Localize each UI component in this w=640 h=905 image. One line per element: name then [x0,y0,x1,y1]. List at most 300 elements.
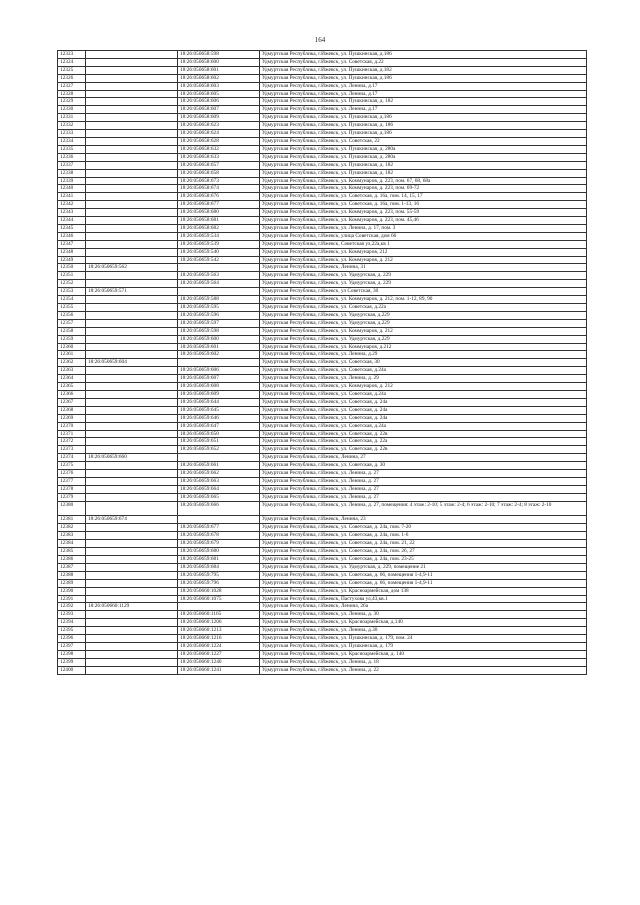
table-row [58,383,587,391]
row-number-cell: 12355 [58,304,86,312]
cadastral-number-cell: 18:26:050659:679 [178,540,260,548]
table-row [58,98,587,106]
address-cell: Удмуртская Республика, г.Ижевск, ул. Советская, д. 24а, пом. 23-25 [260,555,587,563]
cadastral-number-cell [178,516,260,524]
cadastral-number-cell: 18:26:050658:632 [178,145,260,153]
cadastral-number-cell: 18:26:050658:600 [178,58,260,66]
address-cell: Удмуртская Республика, г.Ижевск, ул. Коммунаров, д. 212 [260,383,587,391]
address-cell: Удмуртская Республика, г.Ижевск, ул. Ленина, д.17 [260,106,587,114]
row-number-cell: 12371 [58,430,86,438]
table-row [58,603,587,611]
table-row [58,169,587,177]
row-number-cell: 12334 [58,137,86,145]
row-number-cell: 12382 [58,524,86,532]
address-cell: Удмуртская Республика, г.Ижевск, ул. Коммунаров, д. 223, пом. 69-72 [260,185,587,193]
address-cell: Удмуртская Республика, г.Ижевск, ул. Пушкинская, д. 280а [260,153,587,161]
address-cell: Удмуртская Республика, г.Ижевск, ул. Советская, 22 [260,137,587,145]
address-cell: Удмуртская Республика, г.Ижевск, ул. Коммунаров, д.212 [260,343,587,351]
row-number-cell: 12381 [58,516,86,524]
address-cell: Удмуртская Республика, г.Ижевск, ул. Ленина, д.17 [260,82,587,90]
cadastral-number-cell: 18:26:050659:681 [178,555,260,563]
cadastral-number-cell: 18:26:050658:680 [178,209,260,217]
row-number-cell: 12333 [58,130,86,138]
table-row [58,501,587,516]
address-cell: Удмуртская Республика, г.Ижевск, ул. Пушкинская, д. 179 [260,642,587,650]
cadastral-number-cell: 18:26:050659:795 [178,571,260,579]
table-row [58,422,587,430]
row-number-cell: 12363 [58,367,86,375]
cadastral-number-cell: 18:26:050658:624 [178,130,260,138]
address-cell: Удмуртская Республика, г.Ижевск, ул. Ленина, д. 29 [260,375,587,383]
cadastral-quarter-cell [86,383,178,391]
row-number-cell: 12354 [58,296,86,304]
cadastral-number-cell: 18:26:050660:1227 [178,650,260,658]
cadastral-quarter-cell [86,524,178,532]
table-row [58,66,587,74]
table-row [58,446,587,454]
row-number-cell: 12329 [58,98,86,106]
table-row [58,390,587,398]
cadastral-number-cell: 18:26:050659:609 [178,390,260,398]
cadastral-number-cell [178,603,260,611]
address-cell: Удмуртская Республика, г.Ижевск, ул. Пушкинская, д.182 [260,66,587,74]
table-row [58,414,587,422]
cadastral-quarter-cell [86,563,178,571]
address-cell: Удмуртская Республика, г.Ижевск, ул. Советская, д. 24а [260,406,587,414]
row-number-cell: 12337 [58,161,86,169]
table-row [58,406,587,414]
cadastral-quarter-cell [86,532,178,540]
cadastral-number-cell: 18:26:050660:1075 [178,595,260,603]
cadastral-quarter-cell: 18:26:050659:660 [86,454,178,462]
cadastral-number-cell: 18:26:050659:678 [178,532,260,540]
cadastral-number-cell: 18:26:050658:602 [178,74,260,82]
row-number-cell: 12346 [58,232,86,240]
row-number-cell: 12386 [58,555,86,563]
table-row [58,627,587,635]
row-number-cell: 12377 [58,477,86,485]
table-row [58,311,587,319]
cadastral-quarter-cell [86,248,178,256]
cadastral-quarter-cell [86,540,178,548]
cadastral-number-cell: 18:26:050660:1224 [178,642,260,650]
row-number-cell: 12385 [58,548,86,556]
address-cell: Удмуртская Республика, г.Ижевск, ул. Удмуртская, д. 229 [260,272,587,280]
row-number-cell: 12340 [58,185,86,193]
address-cell: Удмуртская Республика, г.Ижевск, ул. Пушкинская, д. 280а [260,145,587,153]
row-number-cell: 12369 [58,414,86,422]
address-cell: Удмуртская Республика, г.Ижевск, ул. Пушкинская, д. 182 [260,98,587,106]
table-row [58,145,587,153]
address-cell: Удмуртская Республика, г.Ижевск, ул. Советская, д. 24а, пом. 1-6 [260,532,587,540]
address-cell: Удмуртская Республика, г.Ижевск, Ленина, 27 [260,454,587,462]
row-number-cell: 12387 [58,563,86,571]
cadastral-number-cell: 18:26:050659:652 [178,446,260,454]
cadastral-number-cell: 18:26:050660:1165 [178,611,260,619]
row-number-cell: 12392 [58,603,86,611]
address-cell: Удмуртская Республика, г.Ижевск, ул. Удмуртская, д. 229, помещение 21 [260,563,587,571]
address-cell: Удмуртская Республика, г.Ижевск, ул. Ленина, д. 27 [260,477,587,485]
cadastral-number-cell: 18:26:050659:563 [178,272,260,280]
cadastral-quarter-cell [86,319,178,327]
address-cell: Удмуртская Республика, г.Ижевск, ул. Ленина, д. 18 [260,658,587,666]
cadastral-number-cell: 18:26:050659:595 [178,304,260,312]
row-number-cell: 12351 [58,272,86,280]
row-number-cell: 12331 [58,114,86,122]
address-cell: Удмуртская Республика, г.Ижевск, ул. Ленина, д.29 [260,351,587,359]
cadastral-quarter-cell [86,130,178,138]
address-cell: Удмуртская Республика, г.Ижевск, ул. Пушкинская, д.186 [260,114,587,122]
cadastral-quarter-cell [86,555,178,563]
cadastral-number-cell: 18:26:050660:1206 [178,619,260,627]
cadastral-quarter-cell [86,51,178,59]
address-cell: Удмуртская Республика, г.Ижевск, ул. Удмуртская, д.229 [260,335,587,343]
row-number-cell: 12345 [58,224,86,232]
row-number-cell: 12325 [58,66,86,74]
cadastral-number-cell: 18:26:050659:539 [178,240,260,248]
cadastral-quarter-cell [86,304,178,312]
table-row [58,579,587,587]
address-cell: Удмуртская Республика, г.Ижевск, ул. Пушкинская, д.186 [260,130,587,138]
address-cell: Удмуртская Республика, г.Ижевск, ул. Удмуртская, д.229 [260,319,587,327]
address-cell: Удмуртская Республика, г.Ижевск, ул. Ленина, д. 30 [260,611,587,619]
address-cell: Удмуртская Республика, г.Ижевск, ул. Советская, д. 22а [260,438,587,446]
cadastral-number-cell: 18:26:050658:658 [178,169,260,177]
row-number-cell: 12376 [58,470,86,478]
cadastral-number-cell: 18:26:050658:657 [178,161,260,169]
cadastral-quarter-cell: 18:26:050659:562 [86,264,178,272]
row-number-cell: 12357 [58,319,86,327]
row-number-cell: 12332 [58,122,86,130]
table-row [58,595,587,603]
row-number-cell: 12397 [58,642,86,650]
cadastral-number-cell: 18:26:050659:644 [178,398,260,406]
cadastral-number-cell: 18:26:050658:603 [178,82,260,90]
cadastral-quarter-cell [86,422,178,430]
table-row [58,264,587,272]
cadastral-number-cell: 18:26:050658:628 [178,137,260,145]
table-row [58,658,587,666]
row-number-cell: 12383 [58,532,86,540]
cadastral-quarter-cell: 18:26:050659:674 [86,516,178,524]
table-row [58,327,587,335]
table-row [58,288,587,296]
row-number-cell: 12375 [58,462,86,470]
table-row [58,516,587,524]
row-number-cell: 12339 [58,177,86,185]
address-cell: Удмуртская Республика, г.Ижевск, ул. Советская, 30 [260,359,587,367]
row-number-cell: 12350 [58,264,86,272]
address-cell: Удмуртская Республика, г.Ижевск, ул. Красноармейская, д.140 [260,619,587,627]
address-cell: Удмуртская Республика, г.Ижевск, ул. Советская, д.24а [260,367,587,375]
cadastral-quarter-cell: 18:26:050660:1129 [86,603,178,611]
cadastral-quarter-cell: 18:26:050659:604 [86,359,178,367]
address-cell: Удмуртская Республика, г.Ижевск, ул. Советская, д. 30 [260,462,587,470]
table-row [58,532,587,540]
cadastral-quarter-cell [86,193,178,201]
row-number-cell: 12362 [58,359,86,367]
table-row [58,540,587,548]
table-row [58,304,587,312]
table-row [58,470,587,478]
cadastral-quarter-cell [86,169,178,177]
address-cell: Удмуртская Республика, г.Ижевск, ул. Коммунаров, д. 223, пом. 55-59 [260,209,587,217]
row-number-cell: 12342 [58,201,86,209]
address-cell: Удмуртская Республика, г.Ижевск, ул. Коммунаров, д. 223, пом. 67, 68, 68а [260,177,587,185]
cadastral-quarter-cell [86,595,178,603]
address-cell: Удмуртская Республика, г.Ижевск, Ленина, 31 [260,264,587,272]
table-row [58,485,587,493]
cadastral-number-cell: 18:26:050658:673 [178,177,260,185]
row-number-cell: 12330 [58,106,86,114]
address-cell: Удмуртская Республика, г.Ижевск, ул. Ленина, д. 27, помещения: 4 этаж: 2-10; 5 этаж: 2-4; 6 этаж: 2-10; 7 этаж: 2-4; 8 этаж: 2-10 [260,501,587,516]
address-cell: Удмуртская Республика, г.Ижевск, ул. Коммунаров, д. 223, пом. 45,46 [260,217,587,225]
cadastral-number-cell: 18:26:050659:661 [178,462,260,470]
table-row [58,571,587,579]
cadastral-quarter-cell [86,122,178,130]
cadastral-number-cell: 18:26:050659:601 [178,343,260,351]
address-cell: Удмуртская Республика, г.Ижевск, ул. Пушкинская, д. 182 [260,161,587,169]
cadastral-number-cell: 18:26:050659:602 [178,351,260,359]
cadastral-quarter-cell [86,145,178,153]
table-row [58,555,587,563]
address-cell: Удмуртская Республика, г.Ижевск, ул. Пушкинская, д. 186 [260,122,587,130]
table-row [58,51,587,59]
row-number-cell: 12389 [58,579,86,587]
cadastral-quarter-cell [86,296,178,304]
cadastral-quarter-cell [86,272,178,280]
cadastral-number-cell [178,288,260,296]
row-number-cell: 12388 [58,571,86,579]
row-number-cell: 12390 [58,587,86,595]
row-number-cell: 12373 [58,446,86,454]
table-row [58,209,587,217]
address-cell: Удмуртская Республика, г.Ижевск, ул. Ленина, д. 27 [260,470,587,478]
table-row [58,201,587,209]
table-row [58,398,587,406]
cadastral-number-cell: 18:26:050659:684 [178,563,260,571]
cadastral-quarter-cell [86,209,178,217]
table-row [58,193,587,201]
table-row [58,587,587,595]
address-cell: Удмуртская Республика, г.Ижевск, Пастухова ул,43,кв.1 [260,595,587,603]
table-row [58,563,587,571]
row-number-cell: 12348 [58,248,86,256]
address-cell: Удмуртская Республика, г.Ижевск, ул. Советская, д. 66, помещения 1-4,9-11 [260,571,587,579]
cadastral-quarter-cell [86,367,178,375]
cadastral-quarter-cell [86,351,178,359]
cadastral-quarter-cell [86,74,178,82]
row-number-cell: 12338 [58,169,86,177]
cadastral-quarter-cell [86,390,178,398]
address-cell: Удмуртская Республика, г.Ижевск, Ленина, 26а [260,603,587,611]
cadastral-quarter-cell [86,619,178,627]
cadastral-quarter-cell [86,414,178,422]
address-cell: Удмуртская Республика, г.Ижевск, Советская ул,22а,кв 1 [260,240,587,248]
row-number-cell: 12378 [58,485,86,493]
row-number-cell: 12352 [58,280,86,288]
address-cell: Удмуртская Республика, г.Ижевск, ул. Удмуртская, д.229 [260,311,587,319]
cadastral-quarter-cell [86,501,178,516]
cadastral-quarter-cell [86,548,178,556]
row-number-cell: 12367 [58,398,86,406]
cadastral-number-cell: 18:26:050659:597 [178,319,260,327]
address-cell: Удмуртская Республика, г.Ижевск, ул. Ленина, д. 22 [260,666,587,674]
table-row [58,666,587,674]
row-number-cell: 12393 [58,611,86,619]
address-cell: Удмуртская Республика, г.Ижевск, ул. Советская, д. 24а, пом. 7-20 [260,524,587,532]
cadastral-number-cell [178,359,260,367]
address-cell: Удмуртская Республика, г.Ижевск, ул. Советская, д. 16а, пом. 1-13, 16 [260,201,587,209]
cadastral-number-cell: 18:26:050658:605 [178,90,260,98]
cadastral-quarter-cell [86,462,178,470]
table-row [58,438,587,446]
cadastral-number-cell: 18:26:050659:600 [178,335,260,343]
cadastral-number-cell: 18:26:050660:1240 [178,658,260,666]
row-number-cell: 12344 [58,217,86,225]
cadastral-quarter-cell [86,82,178,90]
row-number-cell: 12368 [58,406,86,414]
address-cell: Удмуртская Республика, г.Ижевск, ул. Советская, д.24а [260,422,587,430]
registry-rows [58,51,587,675]
table-row [58,319,587,327]
cadastral-quarter-cell [86,217,178,225]
cadastral-quarter-cell [86,406,178,414]
address-cell: Удмуртская Республика, г.Ижевск, ул. Пушкинская, д.186 [260,51,587,59]
cadastral-number-cell [178,454,260,462]
table-row [58,524,587,532]
table-row [58,375,587,383]
table-row [58,106,587,114]
table-row [58,177,587,185]
cadastral-quarter-cell [86,327,178,335]
address-cell: Удмуртская Республика, г.Ижевск, ул. Советская, д. 24а, пом. 26, 27 [260,548,587,556]
cadastral-quarter-cell [86,335,178,343]
row-number-cell: 12396 [58,635,86,643]
cadastral-number-cell: 18:26:050658:601 [178,66,260,74]
row-number-cell: 12353 [58,288,86,296]
cadastral-number-cell: 18:26:050659:540 [178,248,260,256]
table-row [58,462,587,470]
cadastral-quarter-cell [86,611,178,619]
row-number-cell: 12336 [58,153,86,161]
cadastral-quarter-cell [86,642,178,650]
table-row [58,619,587,627]
table-row [58,430,587,438]
address-cell: Удмуртская Республика, г.Ижевск, ул. Советская, д. 16а, пом. 14, 15, 17 [260,193,587,201]
table-row [58,343,587,351]
row-number-cell: 12359 [58,335,86,343]
cadastral-quarter-cell [86,375,178,383]
cadastral-number-cell: 18:26:050658:609 [178,114,260,122]
address-cell: Удмуртская Республика, г.Ижевск, ул. Коммунаров, д. 212 [260,327,587,335]
cadastral-number-cell: 18:26:050659:665 [178,493,260,501]
cadastral-quarter-cell [86,224,178,232]
row-number-cell: 12384 [58,540,86,548]
cadastral-number-cell: 18:26:050659:663 [178,477,260,485]
cadastral-number-cell: 18:26:050659:650 [178,430,260,438]
table-row [58,82,587,90]
address-cell: Удмуртская Республика, г.Ижевск, ул. Коммунаров, д. 212, пом. 1-12, 89, 90 [260,296,587,304]
table-row [58,217,587,225]
table-row [58,122,587,130]
cadastral-number-cell: 18:26:050659:607 [178,375,260,383]
table-row [58,335,587,343]
table-row [58,74,587,82]
cadastral-number-cell: 18:26:050660:1028 [178,587,260,595]
cadastral-quarter-cell [86,446,178,454]
table-row [58,248,587,256]
address-cell: Удмуртская Республика, г.Ижевск, ул. Ленина, д. 17, пом. 3 [260,224,587,232]
cadastral-quarter-cell [86,477,178,485]
row-number-cell: 12323 [58,51,86,59]
row-number-cell: 12365 [58,383,86,391]
table-row [58,58,587,66]
row-number-cell: 12349 [58,256,86,264]
cadastral-quarter-cell [86,201,178,209]
cadastral-quarter-cell [86,571,178,579]
cadastral-number-cell: 18:26:050660:1213 [178,627,260,635]
cadastral-quarter-cell [86,485,178,493]
row-number-cell: 12347 [58,240,86,248]
cadastral-quarter-cell [86,161,178,169]
address-cell: Удмуртская Республика, г.Ижевск, ул. Красноармейская, дом 138 [260,587,587,595]
address-cell: Удмуртская Республика, г.Ижевск, ул. Пушкинская, д.186 [260,74,587,82]
row-number-cell: 12360 [58,343,86,351]
table-row [58,611,587,619]
cadastral-quarter-cell [86,430,178,438]
table-row [58,650,587,658]
cadastral-quarter-cell [86,185,178,193]
table-row [58,351,587,359]
cadastral-number-cell: 18:26:050659:680 [178,548,260,556]
table-row [58,256,587,264]
row-number-cell: 12326 [58,74,86,82]
cadastral-number-cell: 18:26:050659:606 [178,367,260,375]
address-cell: Удмуртская Республика, г.Ижевск, улица Советская, дом 66 [260,232,587,240]
cadastral-number-cell: 18:26:050659:596 [178,311,260,319]
table-row [58,240,587,248]
cadastral-number-cell: 18:26:050659:664 [178,485,260,493]
table-row [58,232,587,240]
cadastral-number-cell: 18:26:050658:633 [178,153,260,161]
table-row [58,153,587,161]
address-cell: Удмуртская Республика, г.Ижевск, ул. Советская, д. 66, помещения 1-4,9-11 [260,579,587,587]
row-number-cell: 12391 [58,595,86,603]
cadastral-number-cell: 18:26:050659:534 [178,232,260,240]
cadastral-quarter-cell [86,153,178,161]
cadastral-number-cell: 18:26:050659:608 [178,383,260,391]
row-number-cell: 12343 [58,209,86,217]
cadastral-number-cell: 18:26:050658:674 [178,185,260,193]
cadastral-quarter-cell [86,106,178,114]
address-cell: Удмуртская Республика, г.Ижевск, ул. Пушкинская, д. 179, пом. 24 [260,635,587,643]
table-row [58,185,587,193]
row-number-cell: 12335 [58,145,86,153]
cadastral-quarter-cell [86,493,178,501]
page-number: 164 [314,36,326,44]
cadastral-number-cell: 18:26:050659:662 [178,470,260,478]
row-number-cell: 12328 [58,90,86,98]
row-number-cell: 12395 [58,627,86,635]
cadastral-quarter-cell [86,627,178,635]
row-number-cell: 12364 [58,375,86,383]
address-cell: Удмуртская Республика, г.Ижевск, ул. Коммунаров, д. 212 [260,256,587,264]
table-row [58,493,587,501]
table-row [58,359,587,367]
cadastral-quarter-cell [86,240,178,248]
row-number-cell: 12327 [58,82,86,90]
